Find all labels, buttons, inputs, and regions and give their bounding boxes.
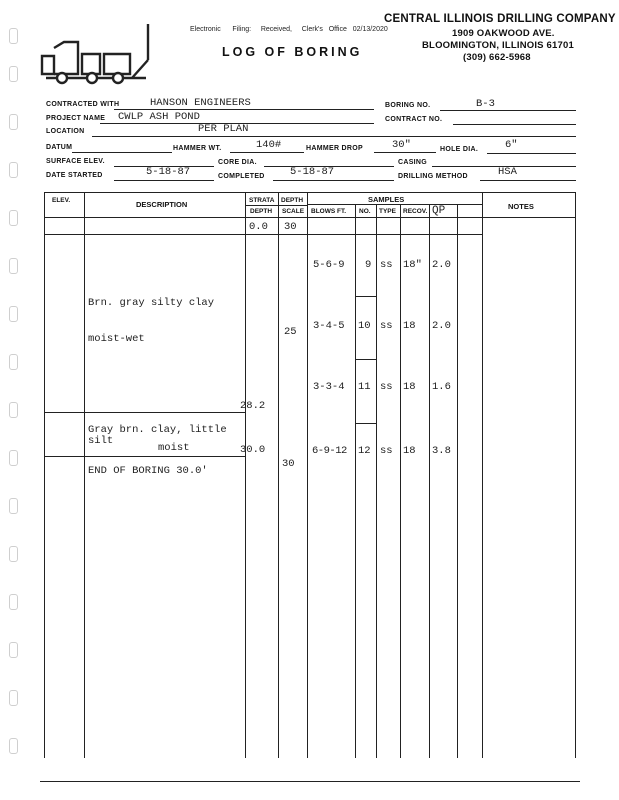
sample-no: 11 <box>358 381 371 393</box>
sample-qp: 2.0 <box>432 320 451 332</box>
bottom-rule <box>40 781 580 782</box>
location-label: LOCATION <box>46 128 85 135</box>
boring-no-label: BORING NO. <box>385 102 431 109</box>
top-scale: 30 <box>284 221 297 233</box>
contracted-with-label: CONTRACTED WITH <box>46 101 120 108</box>
description-line: Gray brn. clay, little <box>88 424 227 436</box>
sample-type: ss <box>380 259 393 271</box>
sample-qp: 1.6 <box>432 381 451 393</box>
location-value: PER PLAN <box>198 123 249 135</box>
sample-recov: 18 <box>403 381 416 393</box>
completed-value: 5-18-87 <box>290 166 335 178</box>
top-strata-depth: 0.0 <box>249 221 268 233</box>
sample-type: ss <box>380 320 393 332</box>
sample-no: 10 <box>358 320 371 332</box>
header-qp: QP <box>432 205 446 217</box>
filing-stamp <box>190 26 388 33</box>
truck-logo-icon <box>38 20 158 92</box>
sample-recov: 18 <box>403 320 416 332</box>
project-name-value: CWLP ASH POND <box>118 111 200 123</box>
core-dia-label: CORE DIA. <box>218 159 257 166</box>
sample-type: ss <box>380 381 393 393</box>
stamp-clerks: Clerk's <box>301 26 323 33</box>
description-line: END OF BORING 30.0' <box>88 465 208 477</box>
datum-label: DATUM <box>46 144 73 151</box>
header-description: DESCRIPTION <box>136 200 188 209</box>
sample-no: 12 <box>358 445 371 457</box>
sample-recov: 18" <box>403 259 422 271</box>
stamp-filing: Filing: <box>232 26 252 33</box>
description-line: moist-wet <box>88 333 145 345</box>
hammer-drop-value: 30" <box>392 139 411 151</box>
stamp-electronic: Electronic <box>190 26 221 33</box>
header-samples: SAMPLES <box>368 195 405 204</box>
company-city: BLOOMINGTON, ILLINOIS 61701 <box>422 40 574 51</box>
hammer-wt-value: 140# <box>256 139 282 151</box>
boring-no-value: B-3 <box>476 98 495 110</box>
date-started-value: 5-18-87 <box>146 166 191 178</box>
header-blows: BLOWS FT. <box>311 208 347 215</box>
sample-blows: 3-3-4 <box>313 381 345 393</box>
sample-blows: 6-9-12 <box>312 445 347 457</box>
sample-no: 9 <box>365 259 372 271</box>
hammer-wt-label: HAMMER WT. <box>173 145 222 152</box>
company-street: 1909 OAKWOOD AVE. <box>452 28 555 39</box>
drilling-method-value: HSA <box>498 166 517 178</box>
header-notes: NOTES <box>508 202 534 211</box>
casing-label: CASING <box>398 159 428 166</box>
strata-depth-value: 30.0 <box>240 444 266 456</box>
contract-no-label: CONTRACT NO. <box>385 116 443 123</box>
hole-dia-value: 6" <box>505 139 518 151</box>
sample-type: ss <box>380 445 393 457</box>
stamp-office: Office <box>328 26 347 33</box>
sample-qp: 2.0 <box>432 259 451 271</box>
header-strata-depth: DEPTH <box>250 208 273 215</box>
description-line: Brn. gray silty clay <box>88 297 215 309</box>
date-started-label: DATE STARTED <box>46 172 103 179</box>
header-depth: DEPTH <box>281 197 304 204</box>
header-recov: RECOV. <box>403 208 428 215</box>
header-strata: STRATA <box>249 197 275 204</box>
depth-scale-mark: 30 <box>282 458 295 470</box>
company-phone: (309) 662-5968 <box>463 52 531 63</box>
sample-blows: 3-4-5 <box>313 320 345 332</box>
sample-recov: 18 <box>403 445 416 457</box>
stamp-date: 02/13/2020 <box>352 26 388 33</box>
project-name-label: PROJECT NAME <box>46 115 106 122</box>
header-elev: ELEV. <box>52 197 71 204</box>
contracted-with-value: HANSON ENGINEERS <box>150 97 251 109</box>
hammer-drop-label: HAMMER DROP <box>306 145 363 152</box>
strata-depth-value: 28.2 <box>240 400 266 412</box>
hole-dia-label: HOLE DIA. <box>440 146 479 153</box>
drilling-method-label: DRILLING METHOD <box>398 173 468 180</box>
sample-qp: 3.8 <box>432 445 451 457</box>
surface-elev-label: SURFACE ELEV. <box>46 158 105 165</box>
stamp-received: Received, <box>260 26 292 33</box>
header-type: TYPE <box>379 208 396 215</box>
header-no: NO. <box>359 208 371 215</box>
description-line: moist <box>158 442 190 454</box>
company-name: CENTRAL ILLINOIS DRILLING COMPANY <box>384 13 616 25</box>
sample-blows: 5-6-9 <box>313 259 345 271</box>
description-line: silt <box>88 435 114 447</box>
completed-label: COMPLETED <box>218 173 265 180</box>
depth-scale-mark: 25 <box>284 326 297 338</box>
header-scale: SCALE <box>282 208 305 215</box>
form-title: LOG OF BORING <box>222 45 363 59</box>
